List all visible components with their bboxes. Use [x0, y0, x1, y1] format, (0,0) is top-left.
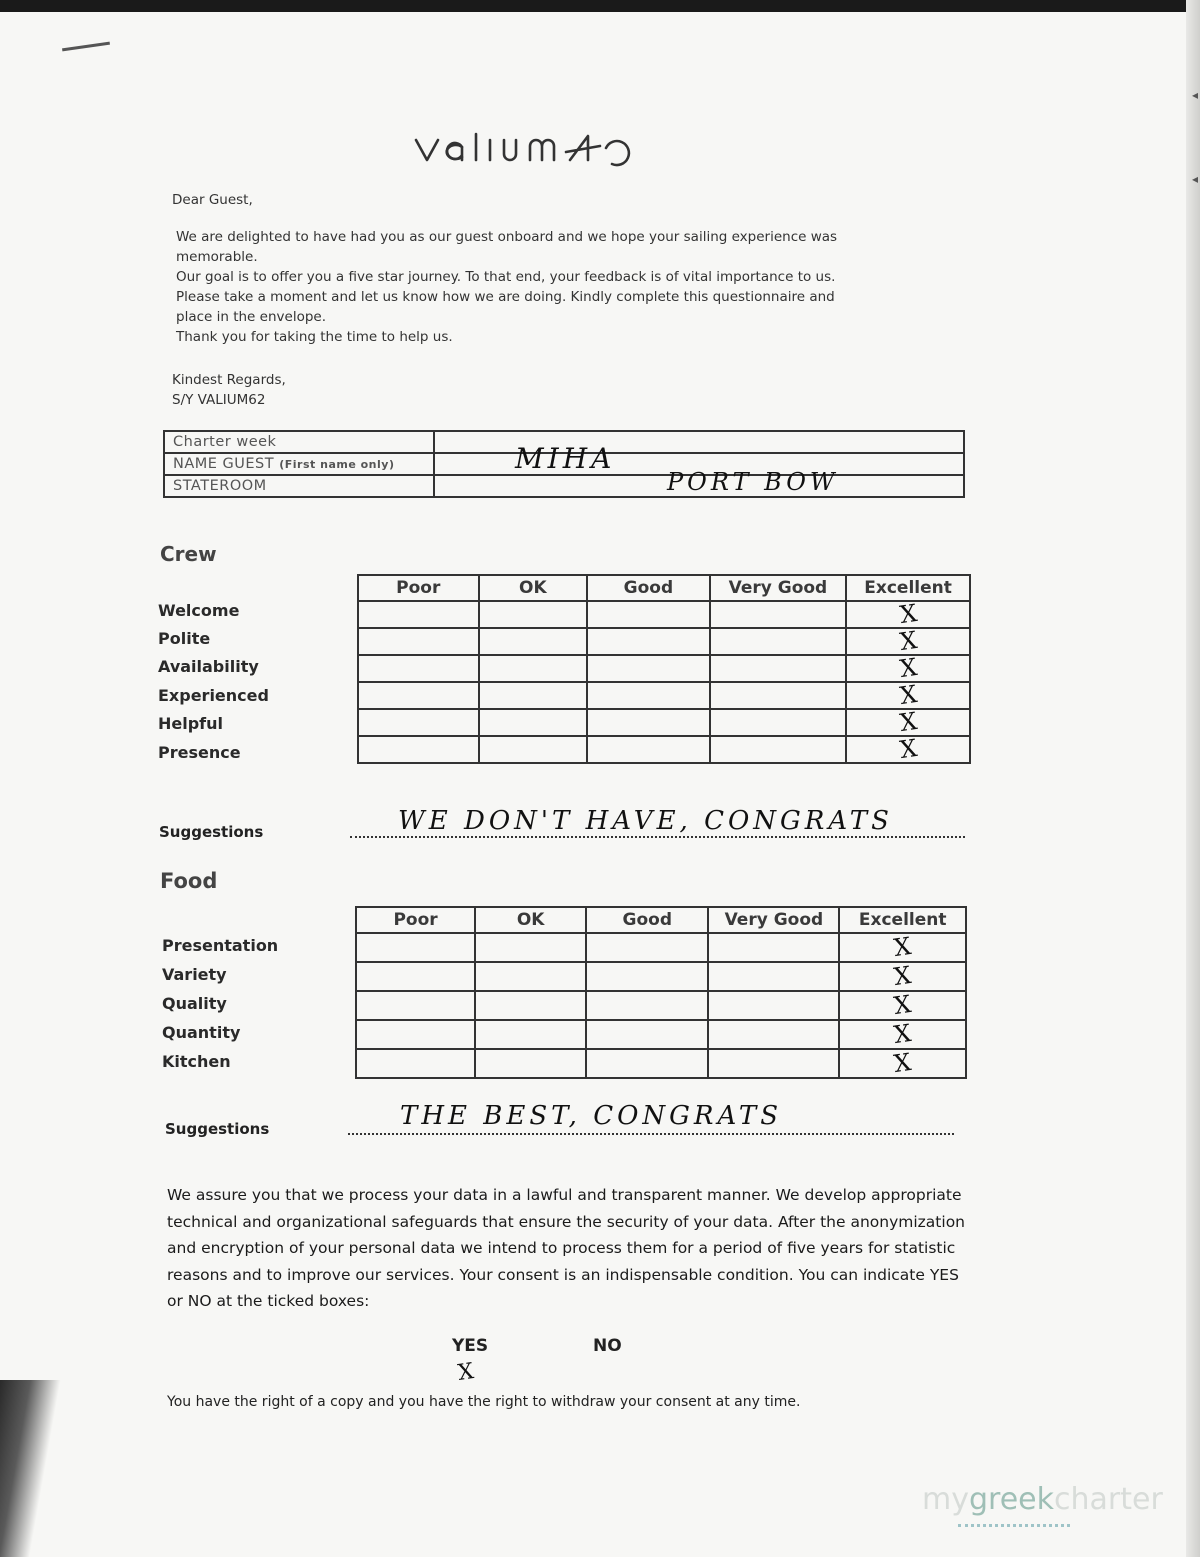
- rating-cell[interactable]: [586, 991, 708, 1020]
- stateroom-handwriting: PORT BOW: [667, 468, 839, 496]
- food-rating-row: [356, 991, 966, 1020]
- charter-week-field[interactable]: [434, 431, 964, 453]
- rating-cell[interactable]: [479, 601, 588, 628]
- column-header-good: Good: [587, 575, 710, 601]
- edge-arrow-icon: ◂: [1191, 172, 1198, 186]
- letter-line: Please take a moment and let us know how we are doing. Kindly complete this questionnaire and: [176, 289, 835, 305]
- rating-cell-excellent[interactable]: [846, 652, 970, 684]
- column-header-excellent: Excellent: [846, 575, 970, 601]
- crew-row-label: Presence: [158, 743, 241, 762]
- photo-right-edge: [1186, 0, 1200, 1557]
- crew-section-title: Crew: [160, 542, 217, 566]
- letter-line: Thank you for taking the time to help us.: [176, 329, 453, 345]
- handwritten-x-mark: X: [892, 960, 914, 992]
- crew-row-label: Welcome: [158, 601, 240, 620]
- privacy-line: and encryption of your personal data we intend to process them for a period of five years for statistic: [167, 1239, 956, 1257]
- rating-cell[interactable]: [356, 1049, 475, 1078]
- column-header-very-good: Very Good: [710, 575, 847, 601]
- column-header-good: Good: [586, 907, 708, 933]
- handwritten-x-mark: X: [897, 733, 919, 765]
- rating-cell-excellent[interactable]: [846, 679, 970, 711]
- charter-week-label: Charter week: [164, 431, 434, 453]
- rating-cell[interactable]: [710, 736, 847, 763]
- rating-cell[interactable]: [479, 655, 588, 682]
- letter-line: We are delighted to have had you as our guest onboard and we hope your sailing experience was: [176, 229, 838, 245]
- handwritten-x-mark: X: [897, 625, 919, 657]
- valium-logo: [410, 126, 710, 176]
- column-header-ok: OK: [479, 575, 588, 601]
- food-section-title: Food: [160, 869, 218, 893]
- rating-cell[interactable]: [356, 1020, 475, 1049]
- pen-mark: [62, 42, 110, 52]
- food-rating-table: [355, 906, 967, 1079]
- rating-cell-excellent[interactable]: [846, 733, 970, 765]
- rating-cell-excellent[interactable]: [846, 706, 970, 738]
- rating-cell[interactable]: [358, 601, 479, 628]
- rating-cell[interactable]: [358, 709, 479, 736]
- food-rating-row: [356, 1049, 966, 1078]
- food-suggestions-label: Suggestions: [165, 1120, 270, 1138]
- watermark-pre: my: [922, 1482, 969, 1517]
- rating-cell[interactable]: [586, 933, 708, 962]
- column-header-excellent: Excellent: [839, 907, 966, 933]
- letter-line: memorable.: [176, 249, 258, 265]
- rating-cell[interactable]: [708, 1049, 839, 1078]
- name-guest-label-text: NAME GUEST: [173, 456, 275, 472]
- rating-cell-excellent[interactable]: [839, 991, 966, 1020]
- rating-cell[interactable]: [356, 962, 475, 991]
- rating-cell[interactable]: [475, 933, 586, 962]
- handwritten-x-mark: X: [892, 1047, 914, 1079]
- rating-cell-excellent[interactable]: [846, 625, 970, 657]
- rating-cell[interactable]: [475, 1020, 586, 1049]
- privacy-line: We assure you that we process your data in a lawful and transparent manner. We develop appropriate: [167, 1186, 962, 1204]
- rating-cell[interactable]: [358, 736, 479, 763]
- rating-cell[interactable]: [475, 962, 586, 991]
- column-header-ok: OK: [475, 907, 586, 933]
- rating-cell[interactable]: [710, 709, 847, 736]
- handwritten-x-mark: X: [897, 679, 919, 711]
- rating-cell[interactable]: [479, 628, 588, 655]
- valium-logo-mark: [410, 126, 710, 176]
- privacy-statement: [167, 1182, 967, 1315]
- privacy-line: reasons and to improve our services. Your consent is an indispensable condition. You can indicate YES: [167, 1265, 959, 1284]
- signature-text: S/Y VALIUM62: [172, 392, 266, 408]
- letter-line: Our goal is to offer you a five star journey. To that end, your feedback is of vital importance to us.: [176, 269, 836, 285]
- food-suggestions-field[interactable]: [348, 1103, 954, 1135]
- rating-cell-excellent[interactable]: [839, 962, 966, 991]
- letter-greeting: Dear Guest,: [172, 192, 253, 208]
- rating-cell[interactable]: [587, 736, 710, 763]
- rating-cell[interactable]: [708, 933, 839, 962]
- rating-cell[interactable]: [586, 1020, 708, 1049]
- rating-cell[interactable]: [479, 736, 588, 763]
- crew-suggestions-handwriting: WE DON'T HAVE, CONGRATS: [398, 806, 893, 836]
- letter-line: place in the envelope.: [176, 309, 326, 325]
- rights-notice: You have the right of a copy and you have the right to withdraw your consent at any time.: [167, 1394, 801, 1410]
- rating-cell[interactable]: [587, 709, 710, 736]
- privacy-line: technical and organizational safeguards that ensure the security of your data. After the anonymization: [167, 1212, 966, 1231]
- watermark-logo: [922, 1482, 1163, 1517]
- rating-cell[interactable]: [587, 628, 710, 655]
- food-row-label: Variety: [162, 965, 227, 984]
- rating-cell[interactable]: [475, 991, 586, 1020]
- crew-suggestions-field[interactable]: [350, 806, 965, 838]
- photo-corner-shadow: [0, 1380, 70, 1557]
- rating-cell[interactable]: [587, 655, 710, 682]
- crew-rating-row: [358, 736, 970, 763]
- photo-top-edge: [0, 0, 1200, 12]
- crew-row-label: Polite: [158, 629, 211, 648]
- rating-cell-excellent[interactable]: [839, 933, 966, 962]
- handwritten-x-mark: X: [897, 706, 919, 738]
- letter-body: [176, 227, 936, 347]
- handwritten-x-mark: X: [892, 931, 914, 963]
- rating-cell[interactable]: [710, 682, 847, 709]
- rating-cell-excellent[interactable]: [839, 1020, 966, 1049]
- consent-yes-mark: [458, 1360, 474, 1385]
- rating-cell[interactable]: [358, 655, 479, 682]
- crew-row-label: Availability: [158, 657, 259, 676]
- crew-rating-body: [358, 598, 970, 765]
- rating-cell[interactable]: [586, 1049, 708, 1078]
- rating-cell-excellent[interactable]: [846, 598, 970, 630]
- rating-cell-excellent[interactable]: [839, 1049, 966, 1078]
- rating-cell[interactable]: [479, 682, 588, 709]
- rating-cell[interactable]: [587, 682, 710, 709]
- rating-cell[interactable]: [708, 991, 839, 1020]
- rating-cell[interactable]: [587, 601, 710, 628]
- column-header-poor: Poor: [356, 907, 475, 933]
- food-rating-row: [356, 962, 966, 991]
- food-row-label: Presentation: [162, 936, 279, 955]
- handwritten-x-mark: X: [456, 1359, 476, 1386]
- rating-cell[interactable]: [356, 933, 475, 962]
- privacy-line: or NO at the ticked boxes:: [167, 1292, 370, 1310]
- crew-row-label: Helpful: [158, 714, 224, 733]
- food-rating-body: [356, 933, 966, 1078]
- rating-cell[interactable]: [358, 682, 479, 709]
- rating-cell[interactable]: [708, 1020, 839, 1049]
- rating-cell[interactable]: [358, 628, 479, 655]
- name-guest-note: (First name only): [279, 458, 395, 471]
- name-guest-handwriting: MIHA: [515, 442, 616, 475]
- name-guest-label: [164, 453, 434, 475]
- handwritten-x-mark: X: [892, 1018, 914, 1050]
- stateroom-field[interactable]: [434, 468, 964, 497]
- rating-cell[interactable]: [479, 709, 588, 736]
- crew-rating-table: [357, 574, 971, 764]
- food-row-label: Quantity: [162, 1023, 241, 1042]
- crew-rating-row: [358, 601, 970, 628]
- closing-text: Kindest Regards,: [172, 372, 286, 388]
- rating-cell[interactable]: [708, 962, 839, 991]
- food-rating-row: [356, 1020, 966, 1049]
- crew-rating-row: [358, 655, 970, 682]
- crew-rating-row: [358, 628, 970, 655]
- letter-closing: [172, 370, 932, 410]
- edge-arrow-icon: ◂: [1191, 88, 1198, 102]
- food-row-label: Quality: [162, 994, 227, 1013]
- crew-row-label: Experienced: [158, 686, 269, 705]
- watermark-mid: greek: [968, 1482, 1054, 1517]
- crew-rating-row: [358, 682, 970, 709]
- consent-yes-label[interactable]: YES: [452, 1336, 489, 1356]
- rating-cell[interactable]: [710, 601, 847, 628]
- handwritten-x-mark: X: [897, 652, 919, 684]
- crew-rating-row: [358, 709, 970, 736]
- food-suggestions-handwriting: THE BEST, CONGRATS: [400, 1101, 783, 1131]
- watermark-waves-icon: [958, 1518, 1070, 1527]
- guest-info-table: [163, 430, 965, 498]
- food-row-label: Kitchen: [162, 1052, 231, 1071]
- handwritten-x-mark: X: [897, 598, 919, 630]
- column-header-poor: Poor: [358, 575, 479, 601]
- crew-suggestions-label: Suggestions: [159, 823, 264, 841]
- watermark-post: charter: [1054, 1482, 1163, 1517]
- column-header-very-good: Very Good: [708, 907, 839, 933]
- handwritten-x-mark: X: [892, 989, 914, 1021]
- rating-cell[interactable]: [586, 962, 708, 991]
- food-rating-row: [356, 933, 966, 962]
- stateroom-label: STATEROOM: [164, 475, 434, 497]
- rating-cell[interactable]: [475, 1049, 586, 1078]
- rating-cell[interactable]: [710, 628, 847, 655]
- consent-no-label[interactable]: NO: [593, 1336, 622, 1356]
- rating-cell[interactable]: [710, 655, 847, 682]
- rating-cell[interactable]: [356, 991, 475, 1020]
